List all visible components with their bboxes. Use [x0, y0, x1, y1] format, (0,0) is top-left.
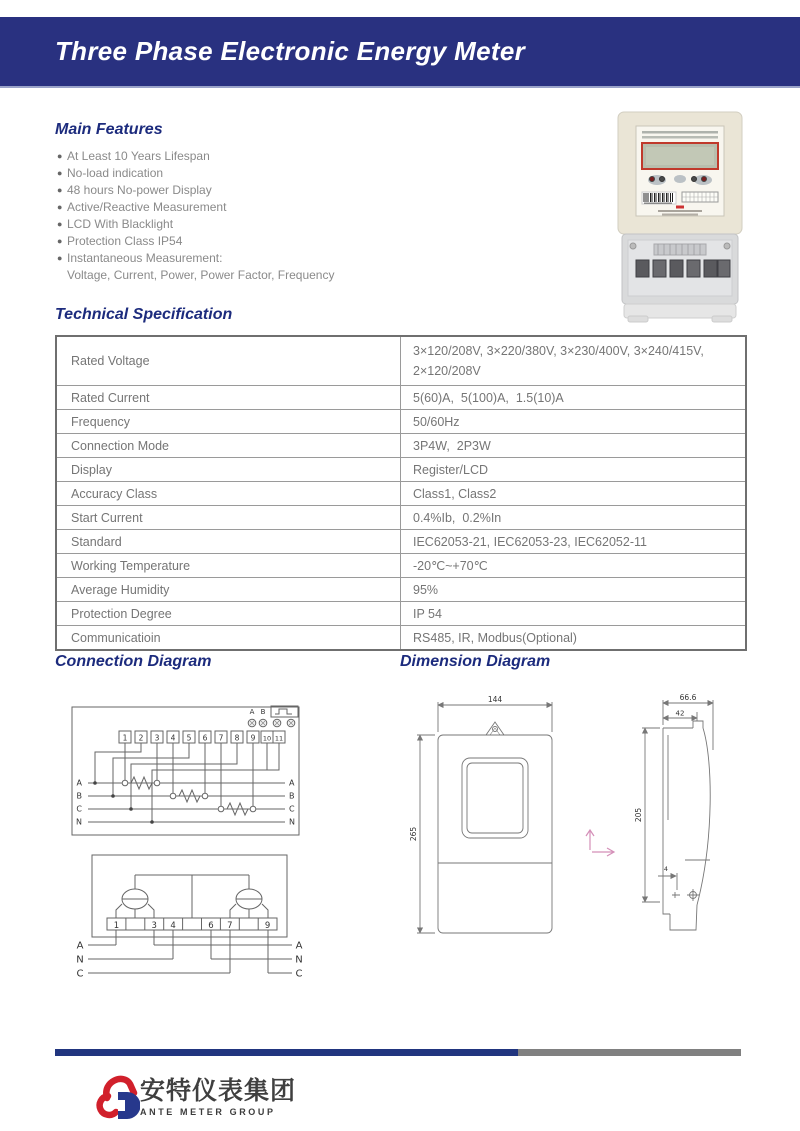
svg-text:1: 1: [122, 733, 128, 743]
dim-side-offset: 4: [663, 865, 669, 873]
terminal-blocks: [119, 731, 285, 743]
svg-text:C: C: [76, 968, 84, 980]
feature-continuation: Voltage, Current, Power, Power Factor, Frequency: [67, 268, 335, 282]
voltage-coil: [122, 889, 148, 909]
spec-label: Display: [57, 458, 401, 481]
svg-text:B: B: [289, 791, 295, 801]
spec-value: IEC62053-21, IEC62053-23, IEC62052-11: [413, 534, 647, 549]
list-item: [57, 182, 334, 199]
svg-text:1: 1: [113, 921, 120, 931]
dim-front-width: 144: [487, 695, 503, 704]
bullet-icon: ●: [57, 151, 63, 161]
spec-value: 3P4W, 2P3W: [413, 438, 491, 453]
table-row: [57, 529, 745, 553]
bullet-icon: ●: [57, 202, 63, 212]
list-item: [57, 199, 334, 216]
svg-text:10: 10: [262, 734, 272, 743]
list-item: [57, 165, 334, 182]
svg-text:N: N: [76, 817, 82, 827]
table-row: [57, 433, 745, 457]
svg-text:4: 4: [170, 921, 176, 931]
main-features-heading: Main Features: [55, 121, 163, 138]
svg-text:C: C: [289, 804, 295, 814]
terminal-strip: [107, 918, 277, 931]
side-view-outline: [663, 721, 710, 930]
spec-value: [401, 337, 745, 385]
footer-divider-blue: [55, 1049, 518, 1056]
bullet-icon: ●: [57, 236, 63, 246]
meter-button: [692, 177, 697, 182]
voltage-coil: [236, 889, 262, 909]
list-item: [57, 148, 334, 165]
company-name-cn: 安特仪表集团: [140, 1077, 297, 1105]
spec-label: Protection Degree: [57, 602, 401, 625]
table-row: [57, 577, 745, 601]
spec-value: 95%: [413, 582, 439, 597]
bullet-icon: ●: [57, 253, 63, 263]
spec-label: Frequency: [57, 410, 401, 433]
ct-coil-phase-b: [170, 790, 208, 802]
svg-text:11: 11: [274, 734, 284, 743]
table-row: [57, 553, 745, 577]
svg-text:3: 3: [151, 921, 157, 931]
spec-label: Average Humidity: [57, 578, 401, 601]
svg-text:C: C: [295, 968, 303, 980]
meter-button: [702, 177, 707, 182]
svg-text:B: B: [260, 708, 266, 716]
pulse-output-icon: [271, 706, 298, 717]
spec-value: 5(60)A, 5(100)A, 1.5(10)A: [413, 390, 564, 405]
svg-text:9: 9: [250, 733, 256, 743]
svg-text:6: 6: [208, 921, 214, 931]
table-row: [57, 409, 745, 433]
svg-text:6: 6: [202, 733, 208, 743]
svg-text:8: 8: [234, 733, 240, 743]
meter-logo-mark: [676, 206, 684, 209]
axis-arrows-icon: [586, 830, 614, 856]
svg-text:N: N: [289, 817, 295, 827]
spec-value: RS485, IR, Modbus(Optional): [413, 630, 577, 645]
dimension-diagram: [400, 690, 760, 995]
spec-value: -20℃~+70℃: [413, 559, 488, 573]
svg-text:B: B: [76, 791, 82, 801]
spec-label: Rated Current: [57, 386, 401, 409]
company-logo-icon: [94, 1072, 140, 1122]
technical-specification-heading: Technical Specification: [55, 306, 233, 323]
svg-text:4: 4: [170, 733, 176, 743]
main-features-list: [57, 148, 334, 284]
table-row: [57, 601, 745, 625]
feature-text: No-load indication: [67, 166, 164, 180]
spec-label: Working Temperature: [57, 554, 401, 577]
table-row: [57, 385, 745, 409]
svg-text:7: 7: [218, 733, 224, 743]
svg-text:A: A: [295, 940, 303, 952]
spec-label: Rated Voltage: [57, 337, 401, 385]
spec-label: Start Current: [57, 506, 401, 529]
connection-diagram-heading: Connection Diagram: [55, 653, 212, 670]
spec-label: Accuracy Class: [57, 482, 401, 505]
svg-text:A: A: [76, 778, 82, 788]
feature-text: Instantaneous Measurement:: [67, 251, 223, 265]
svg-text:5: 5: [186, 733, 192, 743]
table-row: [57, 505, 745, 529]
spec-value: IP 54: [413, 606, 442, 621]
table-row: [57, 625, 745, 649]
ct-coil-phase-c: [218, 803, 256, 815]
list-item: [57, 233, 334, 250]
svg-text:N: N: [76, 954, 84, 966]
dim-side-body-depth: 42: [675, 709, 685, 718]
svg-text:N: N: [295, 954, 303, 966]
table-row: [57, 337, 745, 385]
feature-text: Active/Reactive Measurement: [67, 200, 227, 214]
list-item: [57, 250, 334, 267]
svg-text:7: 7: [227, 921, 233, 931]
dim-side-depth: 66.6: [679, 693, 697, 702]
svg-text:3: 3: [154, 733, 160, 743]
header-band: [0, 17, 800, 88]
aux-terminals: [248, 706, 298, 727]
footer-divider-gray: [518, 1049, 741, 1056]
bullet-icon: ●: [57, 168, 63, 178]
feature-text: 48 hours No-power Display: [67, 183, 212, 197]
svg-text:A: A: [76, 940, 84, 952]
dim-side-height: 205: [634, 807, 643, 823]
spec-value: 0.4%Ib, 0.2%In: [413, 510, 502, 525]
bullet-icon: ●: [57, 219, 63, 229]
page-title: Three Phase Electronic Energy Meter: [55, 36, 526, 66]
front-view-outline: [438, 735, 552, 933]
feature-text: Protection Class IP54: [67, 234, 183, 248]
meter-button: [650, 177, 655, 182]
meter-button: [660, 177, 665, 182]
list-item: [57, 216, 334, 233]
spec-table: [55, 335, 747, 651]
company-logo-text: [140, 1078, 296, 1117]
feature-text: At Least 10 Years Lifespan: [67, 149, 210, 163]
table-row: [57, 457, 745, 481]
spec-label: Communicatioin: [57, 626, 401, 649]
bullet-icon: ●: [57, 185, 63, 195]
spec-value: Class1, Class2: [413, 486, 497, 501]
svg-text:A: A: [289, 778, 295, 788]
spec-label: Connection Mode: [57, 434, 401, 457]
svg-text:A: A: [249, 708, 255, 716]
spec-value-line: 2×120/208V: [413, 364, 481, 378]
svg-text:2: 2: [138, 733, 144, 743]
dim-front-height: 265: [409, 826, 418, 842]
spec-value-line: 3×120/208V, 3×220/380V, 3×230/400V, 3×240/415V,: [413, 344, 704, 358]
svg-text:9: 9: [264, 921, 271, 931]
connection-diagram-2p3w: [60, 848, 310, 988]
meter-photo: [612, 106, 748, 324]
feature-text: LCD With Blacklight: [67, 217, 174, 231]
dimension-diagram-heading: Dimension Diagram: [400, 653, 551, 670]
spec-label: Standard: [57, 530, 401, 553]
footer-divider: [55, 1049, 741, 1056]
ct-coil-phase-a: [122, 777, 160, 789]
spec-value: Register/LCD: [413, 462, 489, 477]
connection-diagram-3p4w: [60, 700, 310, 848]
table-row: [57, 481, 745, 505]
svg-text:C: C: [76, 804, 82, 814]
spec-value: 50/60Hz: [413, 414, 460, 429]
front-view-window: [462, 758, 528, 838]
company-name-en: ANTE METER GROUP: [140, 1107, 276, 1117]
